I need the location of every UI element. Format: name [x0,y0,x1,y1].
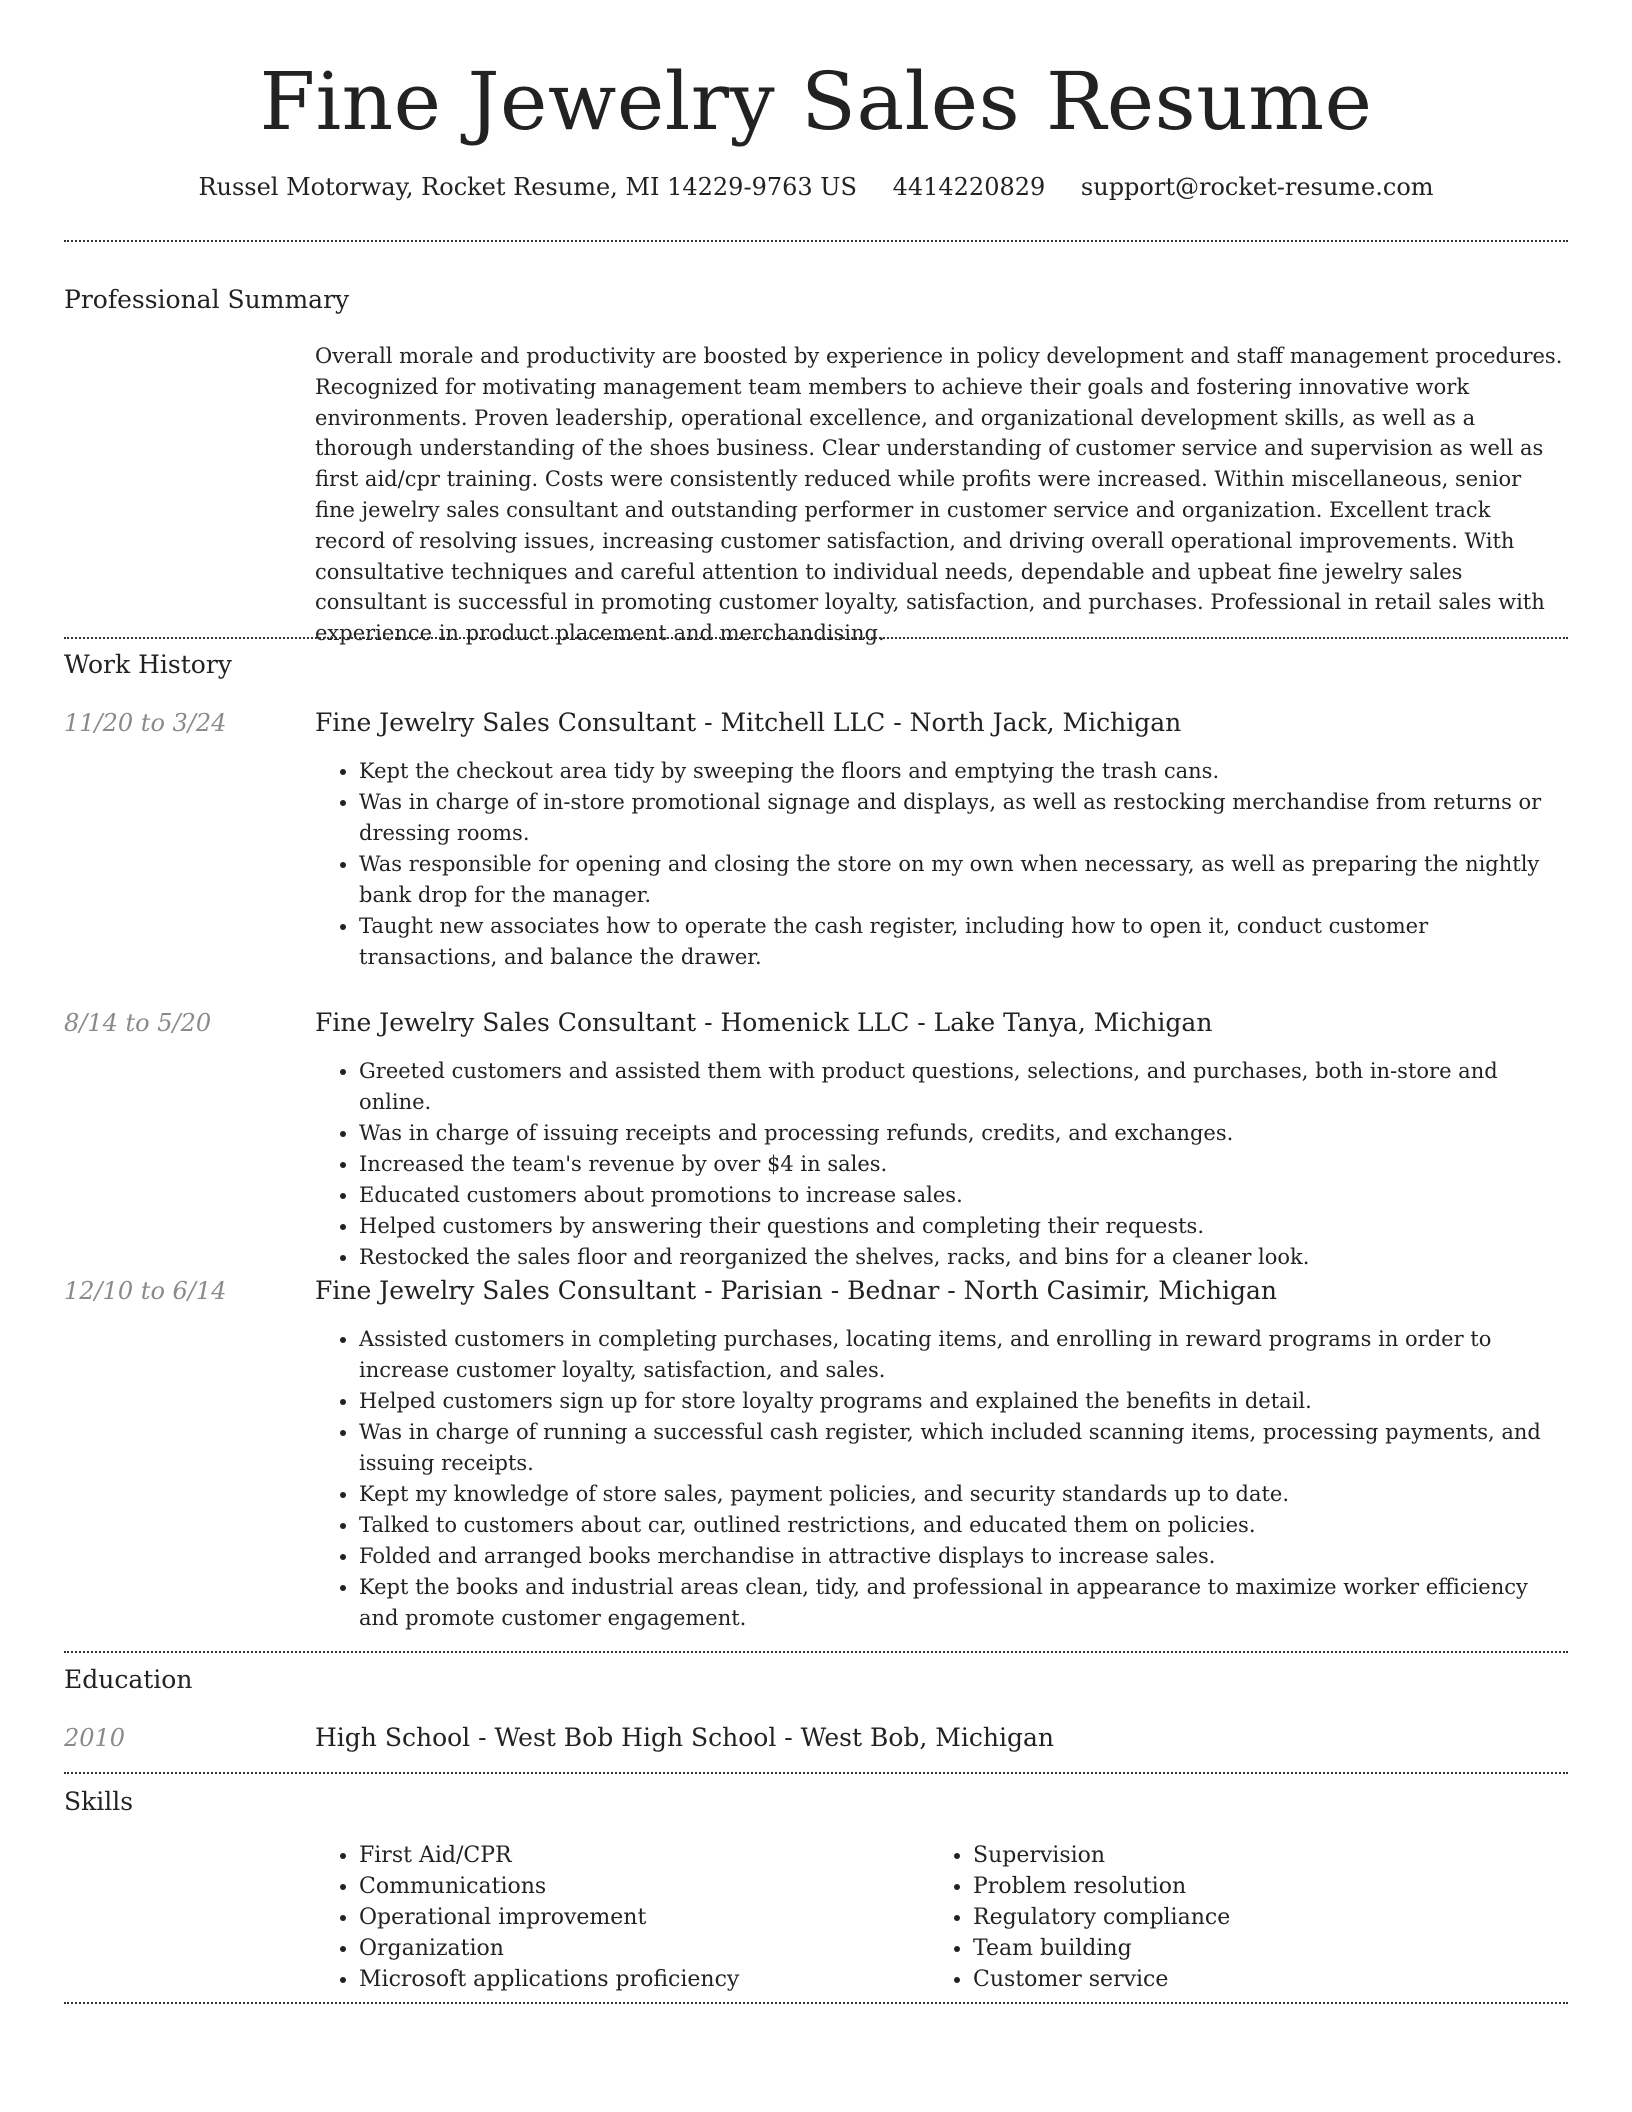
list-item: • Team building [973,1933,1565,1964]
list-item: • Operational improvement [359,1902,925,1933]
list-item: • Was in charge of issuing receipts and processing refunds, credits, and exchanges. [359,1118,1565,1149]
list-item: • Problem resolution [973,1871,1565,1902]
list-item: • Folded and arranged books merchandise in attractive displays to increase sales. [359,1541,1565,1572]
education-year: 2010 [64,1724,126,1752]
education-title: High School - West Bob High School - West Bob, Michigan [315,1723,1054,1752]
section-heading-education: Education [64,1665,193,1694]
list-item: • Regulatory compliance [973,1902,1565,1933]
list-item: • Kept the checkout area tidy by sweeping the floors and emptying the trash cans. [359,756,1565,787]
section-heading-work-history: Work History [64,650,232,679]
divider [64,240,1568,242]
list-item: • Kept the books and industrial areas clean, tidy, and professional in appearance to maximize worker efficiency and promote customer engagement. [359,1572,1565,1634]
list-item: • First Aid/CPR [359,1840,925,1871]
job-dates: 12/10 to 6/14 [64,1277,227,1305]
job-dates: 11/20 to 3/24 [64,709,227,737]
list-item: • Customer service [973,1964,1565,1995]
list-item: • Was responsible for opening and closing the store on my own when necessary, as well as preparing the nightly bank drop for the manager. [359,849,1565,911]
job-bullets [315,756,1565,973]
section-heading-skills: Skills [64,1787,134,1816]
list-item: • Microsoft applications proficiency [359,1964,925,1995]
divider [64,637,1568,639]
list-item: • Assisted customers in completing purchases, locating items, and enrolling in reward programs in order to increase customer loyalty, satisfaction, and sales. [359,1324,1565,1386]
contact-address: Russel Motorway, Rocket Resume, MI 14229-9763 US [198,173,857,201]
divider [64,2002,1568,2004]
list-item: • Restocked the sales floor and reorganized the shelves, racks, and bins for a cleaner look. [359,1242,1565,1273]
list-item: • Educated customers about promotions to increase sales. [359,1180,1565,1211]
list-item: • Increased the team's revenue by over $4 in sales. [359,1149,1565,1180]
list-item: • Talked to customers about car, outlined restrictions, and educated them on policies. [359,1510,1565,1541]
list-item: • Organization [359,1933,925,1964]
list-item: • Kept my knowledge of store sales, payment policies, and security standards up to date. [359,1479,1565,1510]
section-heading-summary: Professional Summary [64,285,350,314]
list-item: • Helped customers sign up for store loyalty programs and explained the benefits in detail. [359,1386,1565,1417]
summary-text: Overall morale and productivity are boosted by experience in policy development and staff management procedures. Recognized for motivating management team members to achieve their goals and fostering innovative work environments. Proven leadership, operational excellence, and organizational development skills, as well as a thorough understanding of the shoes business. Clear understanding of customer service and supervision as well as first aid/cpr training. Costs were consistently reduced while profits were increased. Within miscellaneous, senior fine jewelry sales consultant and outstanding performer in customer service and organization. Excellent track record of resolving issues, increasing customer satisfaction, and driving overall operational improvements. With consultative techniques and careful attention to individual needs, dependable and upbeat fine jewelry sales consultant is successful in promoting customer loyalty, satisfaction, and purchases. Professional in retail sales with experience in product placement and merchandising. [315,344,1563,646]
resume-title: Fine Jewelry Sales Resume [259,55,1373,148]
list-item: • Was in charge of in-store promotional signage and displays, as well as restocking merchandise from returns or dressing rooms. [359,787,1565,849]
job-title: Fine Jewelry Sales Consultant - Parisian - Bednar - North Casimir, Michigan [315,1276,1277,1305]
skills-list-right [929,1840,1565,1995]
list-item: • Was in charge of running a successful cash register, which included scanning items, processing payments, and issuing receipts. [359,1417,1565,1479]
contact-email: support@rocket-resume.com [1080,173,1434,201]
list-item: • Taught new associates how to operate the cash register, including how to open it, conduct customer transactions, and balance the drawer. [359,911,1565,973]
list-item: • Greeted customers and assisted them with product questions, selections, and purchases, both in-store and online. [359,1056,1565,1118]
list-item: • Communications [359,1871,925,1902]
list-item: • Supervision [973,1840,1565,1871]
contact-line [0,170,1632,204]
job-dates: 8/14 to 5/20 [64,1009,212,1037]
list-item: • Helped customers by answering their questions and completing their requests. [359,1211,1565,1242]
job-bullets [315,1056,1565,1273]
divider [64,1651,1568,1653]
job-title: Fine Jewelry Sales Consultant - Mitchell LLC - North Jack, Michigan [315,708,1182,737]
job-bullets [315,1324,1565,1634]
contact-phone: 4414220829 [892,173,1046,201]
divider [64,1772,1568,1774]
job-title: Fine Jewelry Sales Consultant - Homenick LLC - Lake Tanya, Michigan [315,1008,1213,1037]
skills-list-left [315,1840,925,1995]
